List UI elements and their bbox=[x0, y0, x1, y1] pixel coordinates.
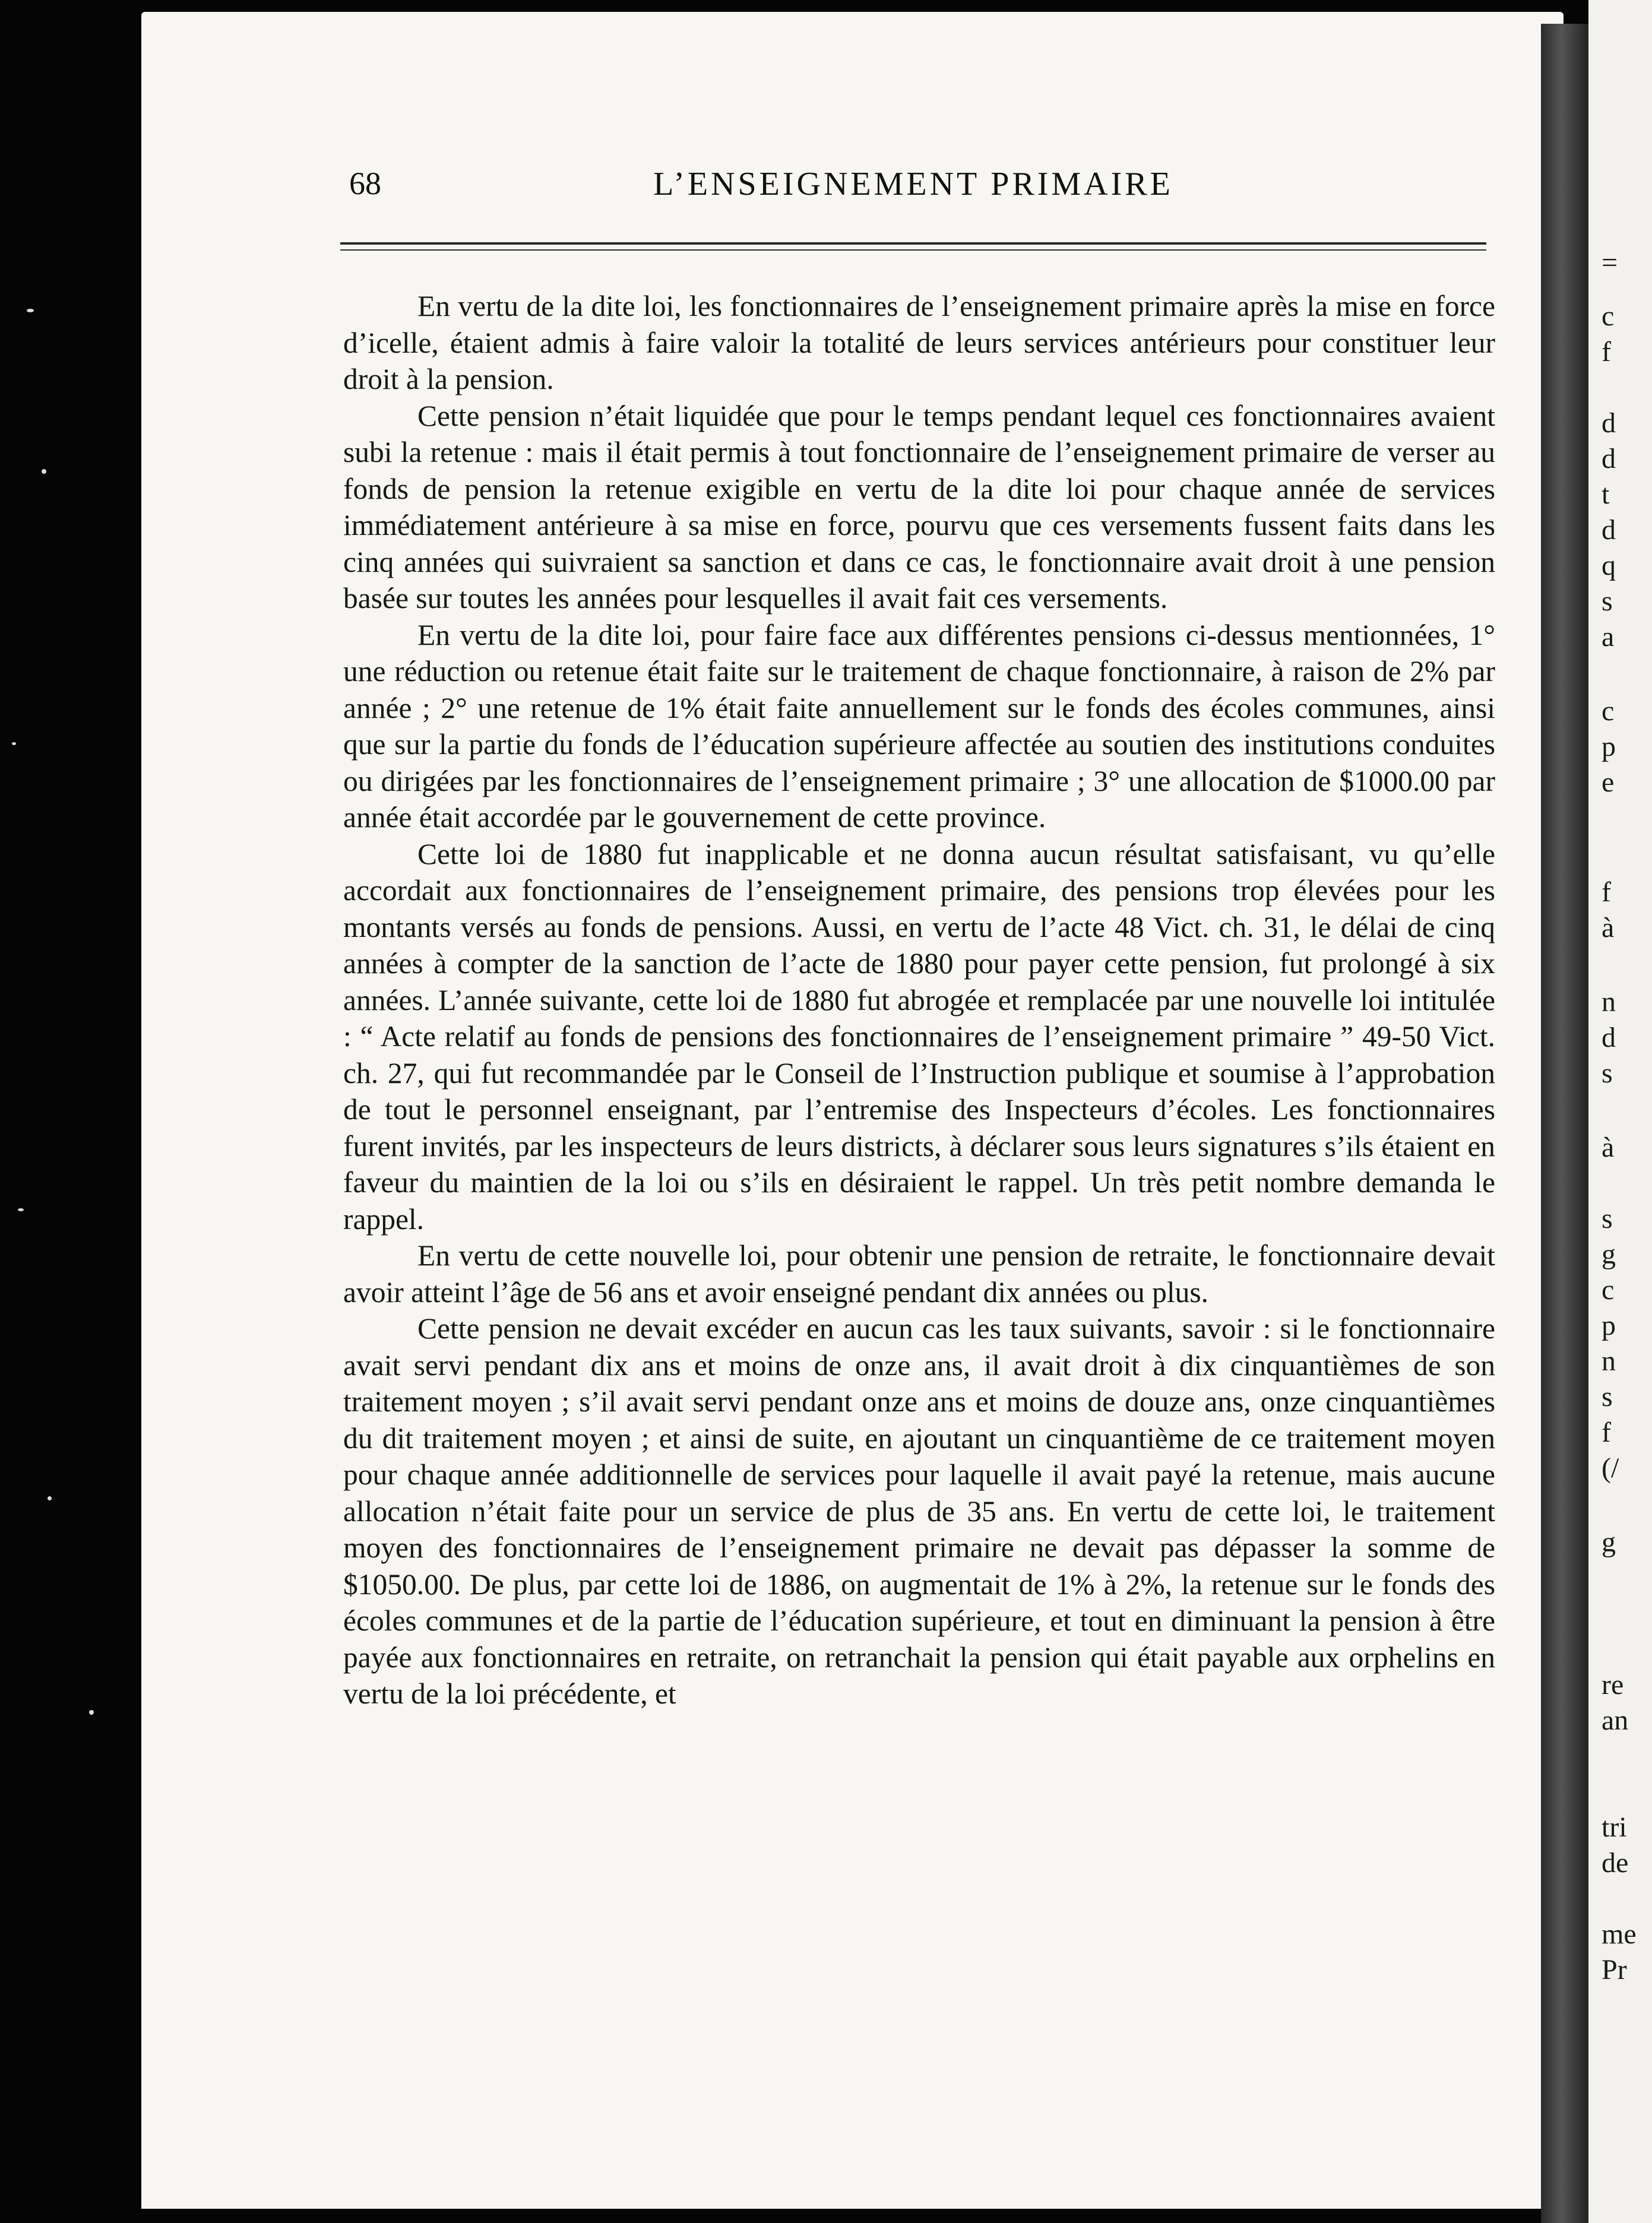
adjacent-page-fragment: Pr bbox=[1602, 1954, 1627, 1986]
adjacent-page-fragment: f bbox=[1602, 336, 1611, 368]
adjacent-page-fragment: g bbox=[1602, 1239, 1616, 1270]
adjacent-page-fragment: à bbox=[1602, 912, 1615, 943]
page-header bbox=[340, 160, 1486, 214]
body-text bbox=[343, 288, 1495, 1712]
adjacent-page-fragment: = bbox=[1602, 247, 1618, 278]
paragraph: En vertu de la dite loi, pour faire face aux différentes pensions ci-dessus mentionnées, 1° une réduction ou retenue était faite sur le traitement de chaque fonctionnaire, à raison de 2% par année ; 2° une retenue de 1% était faite annuellement sur le fonds des écoles communes, ainsi que sur la partie du fonds de l’éducation supérieure affectée au soutien des institutions conduites ou dirigées par les fonctionnaires de l’enseignement primaire ; 3° une allocation de $1000.00 par année était accordée par le gouvernement de cette province. bbox=[343, 618, 1495, 834]
adjacent-page-fragment: f bbox=[1602, 876, 1611, 908]
adjacent-page-fragment: e bbox=[1602, 767, 1615, 798]
adjacent-page-fragment: d bbox=[1602, 443, 1616, 474]
page-number: 68 bbox=[349, 166, 381, 201]
adjacent-page-fragment: d bbox=[1602, 407, 1616, 439]
adjacent-page-fragment: c bbox=[1602, 300, 1615, 332]
adjacent-page-fragment: s bbox=[1602, 585, 1613, 617]
paragraph: Cette pension ne devait excéder en aucun cas les taux suivants, savoir : si le fonctionnaire avait servi pendant dix ans et moins de onze ans, il avait droit à dix cinquantièmes de son traitement moyen ; s’il avait servi pendant onze ans et moins de douze ans, onze cinquantièmes du dit traitement moyen ; et ainsi de suite, en ajoutant un cinquantième de ce traitement moyen pour chaque année additionnelle de services pour laquelle il avait payé la retenue, mais aucune allocation n’était faite pour un service de plus de 35 ans. En vertu de cette loi, le traitement moyen des fonctionnaires de l’enseignement primaire ne devait pas dépasser la somme de $1050.00. De plus, par cette loi de 1886, on augmentait de 1% à 2%, la retenue sur le fonds des écoles communes et de la partie de l’éducation supérieure, et tout en diminuant la pension à être payée aux fonctionnaires en retraite, on retranchait la pension qui était payable aux orphelins en vertu de la loi précédente, et bbox=[343, 1312, 1495, 1710]
scan-speck bbox=[18, 1208, 24, 1211]
adjacent-page-fragment: (/ bbox=[1602, 1452, 1619, 1484]
paragraph: Cette pension n’était liquidée que pour le temps pendant lequel ces fonctionnaires avaient subi la retenue : mais il était permis à tout fonctionnaire de l’enseignement primaire de verser au fonds de pension la retenue exigible en vertu de la dite loi pour chaque année de services immédiatement antérieure à sa mise en force, pourvu que ces versements fussent faits dans les cinq années qui suivraient sa sanction et dans ce cas, le fonctionnaire avait droit à une pension basée sur toutes les années pour lesquelles il avait fait ces versements. bbox=[343, 399, 1495, 615]
adjacent-page-fragment: t bbox=[1602, 479, 1610, 510]
adjacent-page-fragment: à bbox=[1602, 1132, 1615, 1163]
adjacent-page-fragment: tri bbox=[1602, 1812, 1627, 1843]
adjacent-page-fragment: c bbox=[1602, 695, 1615, 727]
adjacent-page-edge bbox=[1588, 0, 1652, 2223]
paragraph: Cette loi de 1880 fut inapplicable et ne donna aucun résultat satisfaisant, vu qu’elle accordait aux fonctionnaires de l’enseignement primaire, des pensions trop élevées pour les montants versés au fonds de pensions. Aussi, en vertu de l’acte 48 Vict. ch. 31, le délai de cinq années à compter de la sanction de l’acte de 1880 pour payer cette pension, fut prolongé à six années. L’année suivante, cette loi de 1880 fut abrogée et remplacée par une nouvelle loi intitulée : “ Acte relatif au fonds de pensions des fonctionnaires de l’enseignement primaire ” 49-50 Vict. ch. 27, qui fut recommandée par le Conseil de l’Instruction publique et soumise à l’approbation de tout le personnel enseignant, par l’entremise des Inspecteurs d’écoles. Les fonctionnaires furent invités, par les inspecteurs de leurs districts, à déclarer sous leurs signatures s’ils étaient en faveur du maintien de la loi ou s’ils en désiraient le rappel. Un très petit nombre demanda le rappel. bbox=[343, 837, 1495, 1236]
adjacent-page-fragment: c bbox=[1602, 1274, 1615, 1306]
adjacent-page-fragment: f bbox=[1602, 1417, 1611, 1448]
running-title: L’ENSEIGNEMENT PRIMAIRE bbox=[653, 166, 1173, 202]
adjacent-page-fragment: n bbox=[1602, 986, 1616, 1018]
adjacent-page-fragment: d bbox=[1602, 1022, 1616, 1053]
adjacent-page-fragment: de bbox=[1602, 1847, 1629, 1879]
adjacent-page-fragment: n bbox=[1602, 1345, 1616, 1377]
header-rule bbox=[340, 242, 1486, 245]
adjacent-page-fragment: re bbox=[1602, 1669, 1624, 1700]
scan-speck bbox=[27, 309, 34, 312]
adjacent-page-fragment: s bbox=[1602, 1203, 1613, 1234]
adjacent-page-fragment: p bbox=[1602, 1310, 1616, 1341]
adjacent-page-fragment: an bbox=[1602, 1705, 1629, 1736]
scan-speck bbox=[89, 1710, 94, 1715]
adjacent-page-fragment: s bbox=[1602, 1057, 1613, 1089]
adjacent-page-fragment: p bbox=[1602, 731, 1616, 762]
header-rule-thin bbox=[340, 249, 1486, 251]
adjacent-page-fragment: s bbox=[1602, 1381, 1613, 1413]
scan-speck bbox=[48, 1496, 52, 1500]
adjacent-page-fragment: g bbox=[1602, 1527, 1616, 1558]
adjacent-page-fragment: a bbox=[1602, 621, 1615, 653]
adjacent-page-fragment: me bbox=[1602, 1918, 1637, 1950]
book-gutter bbox=[1541, 24, 1591, 2223]
scan-speck bbox=[12, 742, 16, 745]
scan-speck bbox=[42, 469, 46, 474]
paragraph: En vertu de la dite loi, les fonctionnaires de l’enseignement primaire après la mise en force d’icelle, étaient admis à faire valoir la totalité de leurs services antérieurs pour constituer leur droit à la pension. bbox=[343, 290, 1495, 395]
adjacent-page-fragment: d bbox=[1602, 514, 1616, 546]
paragraph: En vertu de cette nouvelle loi, pour obtenir une pension de retraite, le fonctionnaire devait avoir atteint l’âge de 56 ans et avoir enseigné pendant dix années ou plus. bbox=[343, 1239, 1495, 1309]
adjacent-page-fragment: q bbox=[1602, 550, 1616, 581]
